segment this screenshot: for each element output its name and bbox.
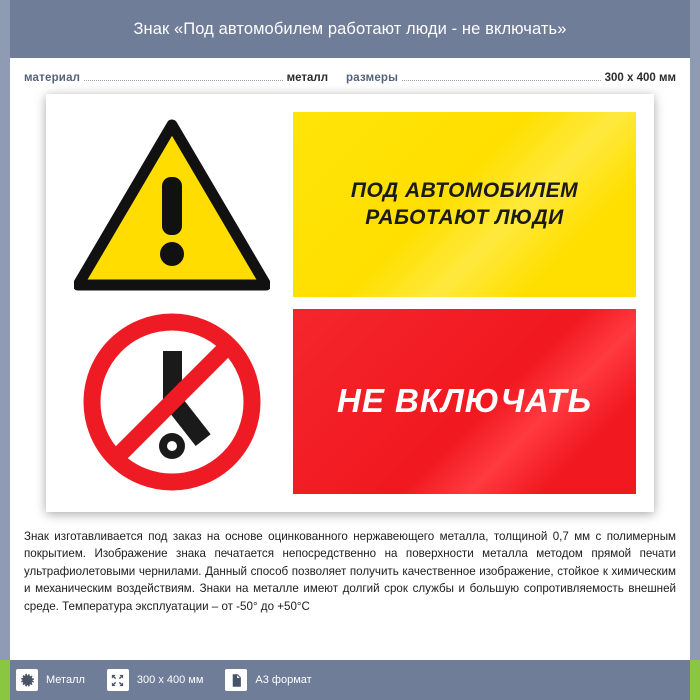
footer-item-format[interactable] [225,669,311,691]
page-footer [10,660,690,700]
sign-preview [46,94,654,512]
sign-preview-wrap [10,94,690,512]
description-text: Знак изготавливается под заказ на основе оцинкованного нержавеющего металла, толщиной 0,7 мм с полимерным покрытием. Изображение знака печатается непосредственно на поверхности металла методом прямой печати ультрафиолетовыми чернилами. Данный способ позволяет получить качественное изображение, стойкое к химическим и механическим воздействиям. Знаки на металле имеют долгий срок службы и большую сопротивляемость внешней среде. Температура эксплуатации – от -50° до +50°C [24,530,676,613]
warning-triangle-cell [64,112,279,297]
page-header [10,0,690,58]
footer-item-material-label: Металл [46,674,85,686]
yellow-message-panel [293,112,636,297]
specs-row [10,58,690,94]
no-switch-icon [79,309,265,494]
spec-material-label: материал [24,72,81,84]
dot-leader [84,79,282,81]
gear-icon [16,669,38,691]
page-title: Знак «Под автомобилем работают люди - не включать» [133,19,567,38]
footer-item-size-label: 300 x 400 мм [136,674,204,686]
prohibition-cell [64,309,279,494]
yellow-message-text: ПОД АВТОМОБИЛЕМ РАБОТАЮТ ЛЮДИ [350,178,579,229]
spec-size-value: 300 x 400 мм [604,72,676,84]
footer-accent-right [690,660,700,700]
dot-leader [402,79,600,81]
red-message-panel [293,309,636,494]
spec-material [24,72,328,84]
document-icon [225,669,247,691]
footer-item-material[interactable] [16,669,85,691]
spec-size [346,72,676,84]
spec-material-value: металл [286,72,329,84]
footer-item-size[interactable] [107,669,204,691]
arrows-resize-icon [107,669,129,691]
footer-accent-left [0,660,10,700]
spec-size-label: размеры [346,72,399,84]
red-message-text: НЕ ВКЛЮЧАТЬ [337,382,592,420]
exclamation-triangle-icon [74,119,270,291]
footer-item-format-label: A3 формат [255,674,312,686]
